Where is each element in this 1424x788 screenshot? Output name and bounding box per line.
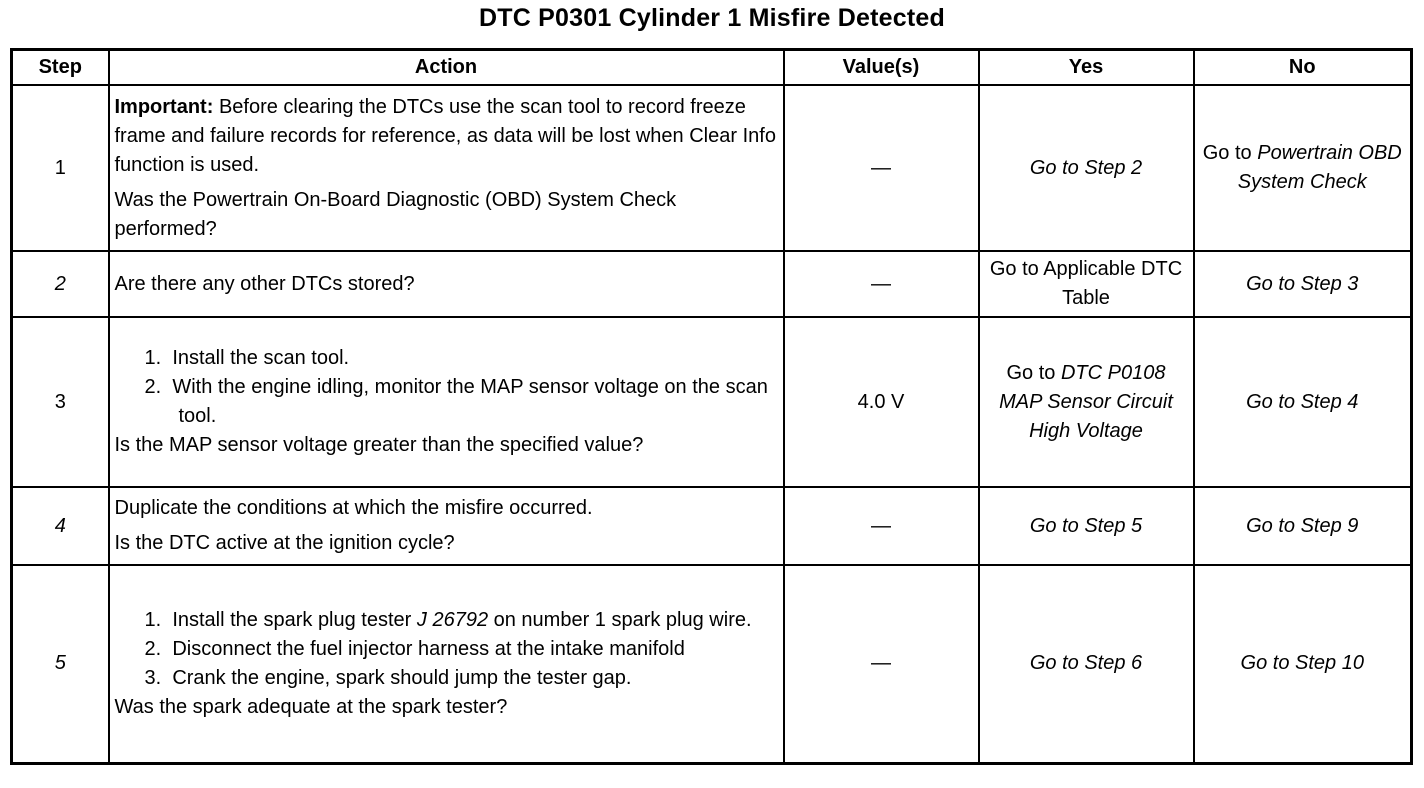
important-text: Before clearing the DTCs use the scan tool to record freeze frame and failure records for reference, as data will be lost when Clear Info function is used. [114,95,776,176]
action-cell [109,251,784,317]
no-link[interactable]: Go to Step 10 [1240,652,1364,675]
list-number: 2. [144,376,162,398]
no-cell [1194,487,1412,565]
action-cell [109,85,784,251]
list-text: Install the scan tool. [172,347,350,369]
yes-cell [979,251,1194,317]
action-list-item [145,373,778,431]
list-number: 1. [144,608,162,631]
yes-link[interactable]: Go to Step 6 [1029,652,1143,675]
list-number: 1. [144,347,162,369]
important-label: Important: [114,95,214,118]
action-question: Was the spark adequate at the spark tester? [114,695,508,718]
value-cell: 4.0 V [784,317,979,487]
no-link[interactable]: Powertrain OBD System Check [1237,142,1402,193]
yes-link[interactable]: DTC P0108 MAP Sensor Circuit High Voltage [999,361,1173,442]
table-row [12,487,1412,565]
header-action: Action [109,50,784,86]
yes-link[interactable]: Go to Applicable DTC Table [989,258,1183,309]
value-cell: — [784,85,979,251]
no-cell [1194,317,1412,487]
yes-cell [979,317,1194,487]
list-text: Crank the engine, spark should jump the tester gap. [172,666,632,689]
yes-link-prefix[interactable]: Go to [1006,361,1061,384]
header-no: No [1194,50,1412,86]
list-number: 3. [144,666,162,689]
list-text: on number 1 spark plug wire. [488,608,752,631]
step-number: 3 [12,317,109,487]
list-text: Install the spark plug tester [172,608,417,631]
no-link[interactable]: Go to Step 9 [1246,514,1359,537]
yes-link[interactable]: Go to Step 2 [1029,156,1143,179]
step-number: 1 [12,85,109,251]
table-row [12,317,1412,487]
important-note [115,93,778,180]
action-list-item [145,344,778,373]
action-cell [109,487,784,565]
no-link-prefix[interactable]: Go to [1202,142,1258,164]
header-step: Step [12,50,109,86]
table-row [12,565,1412,763]
diagnostic-table [10,48,1413,765]
header-values: Value(s) [784,50,979,86]
action-instruction: Duplicate the conditions at which the misfire occurred. [114,497,593,519]
action-list-item [145,635,778,664]
step-number: 4 [12,487,109,565]
header-yes: Yes [979,50,1194,86]
value-cell: — [784,487,979,565]
action-question: Was the Powertrain On-Board Diagnostic (OBD) System Check performed? [114,188,677,240]
action-question: Are there any other DTCs stored? [114,272,415,295]
page-title: DTC P0301 Cylinder 1 Misfire Detected [479,4,945,32]
value-cell: — [784,565,979,763]
action-cell [109,317,784,487]
action-cell [109,565,784,763]
no-cell [1194,85,1412,251]
table-row [12,251,1412,317]
yes-cell [979,85,1194,251]
list-text: With the engine idling, monitor the MAP sensor voltage on the scan tool. [172,376,768,427]
no-link[interactable]: Go to Step 3 [1246,272,1359,295]
action-list-item [145,664,778,693]
tool-number: J 26792 [416,608,489,631]
yes-link[interactable]: Go to Step 5 [1029,514,1143,537]
yes-cell [979,487,1194,565]
list-text: Disconnect the fuel injector harness at the intake manifold [172,637,685,660]
no-link[interactable]: Go to Step 4 [1246,390,1359,413]
step-number: 5 [12,565,109,763]
value-cell: — [784,251,979,317]
list-number: 2. [144,637,162,660]
table-row [12,85,1412,251]
action-list-item [145,606,778,635]
no-cell [1194,565,1412,763]
action-question: Is the MAP sensor voltage greater than the specified value? [114,434,644,456]
step-number: 2 [12,251,109,317]
table-header-row [12,50,1412,86]
yes-cell [979,565,1194,763]
no-cell [1194,251,1412,317]
action-question: Is the DTC active at the ignition cycle? [114,532,455,554]
